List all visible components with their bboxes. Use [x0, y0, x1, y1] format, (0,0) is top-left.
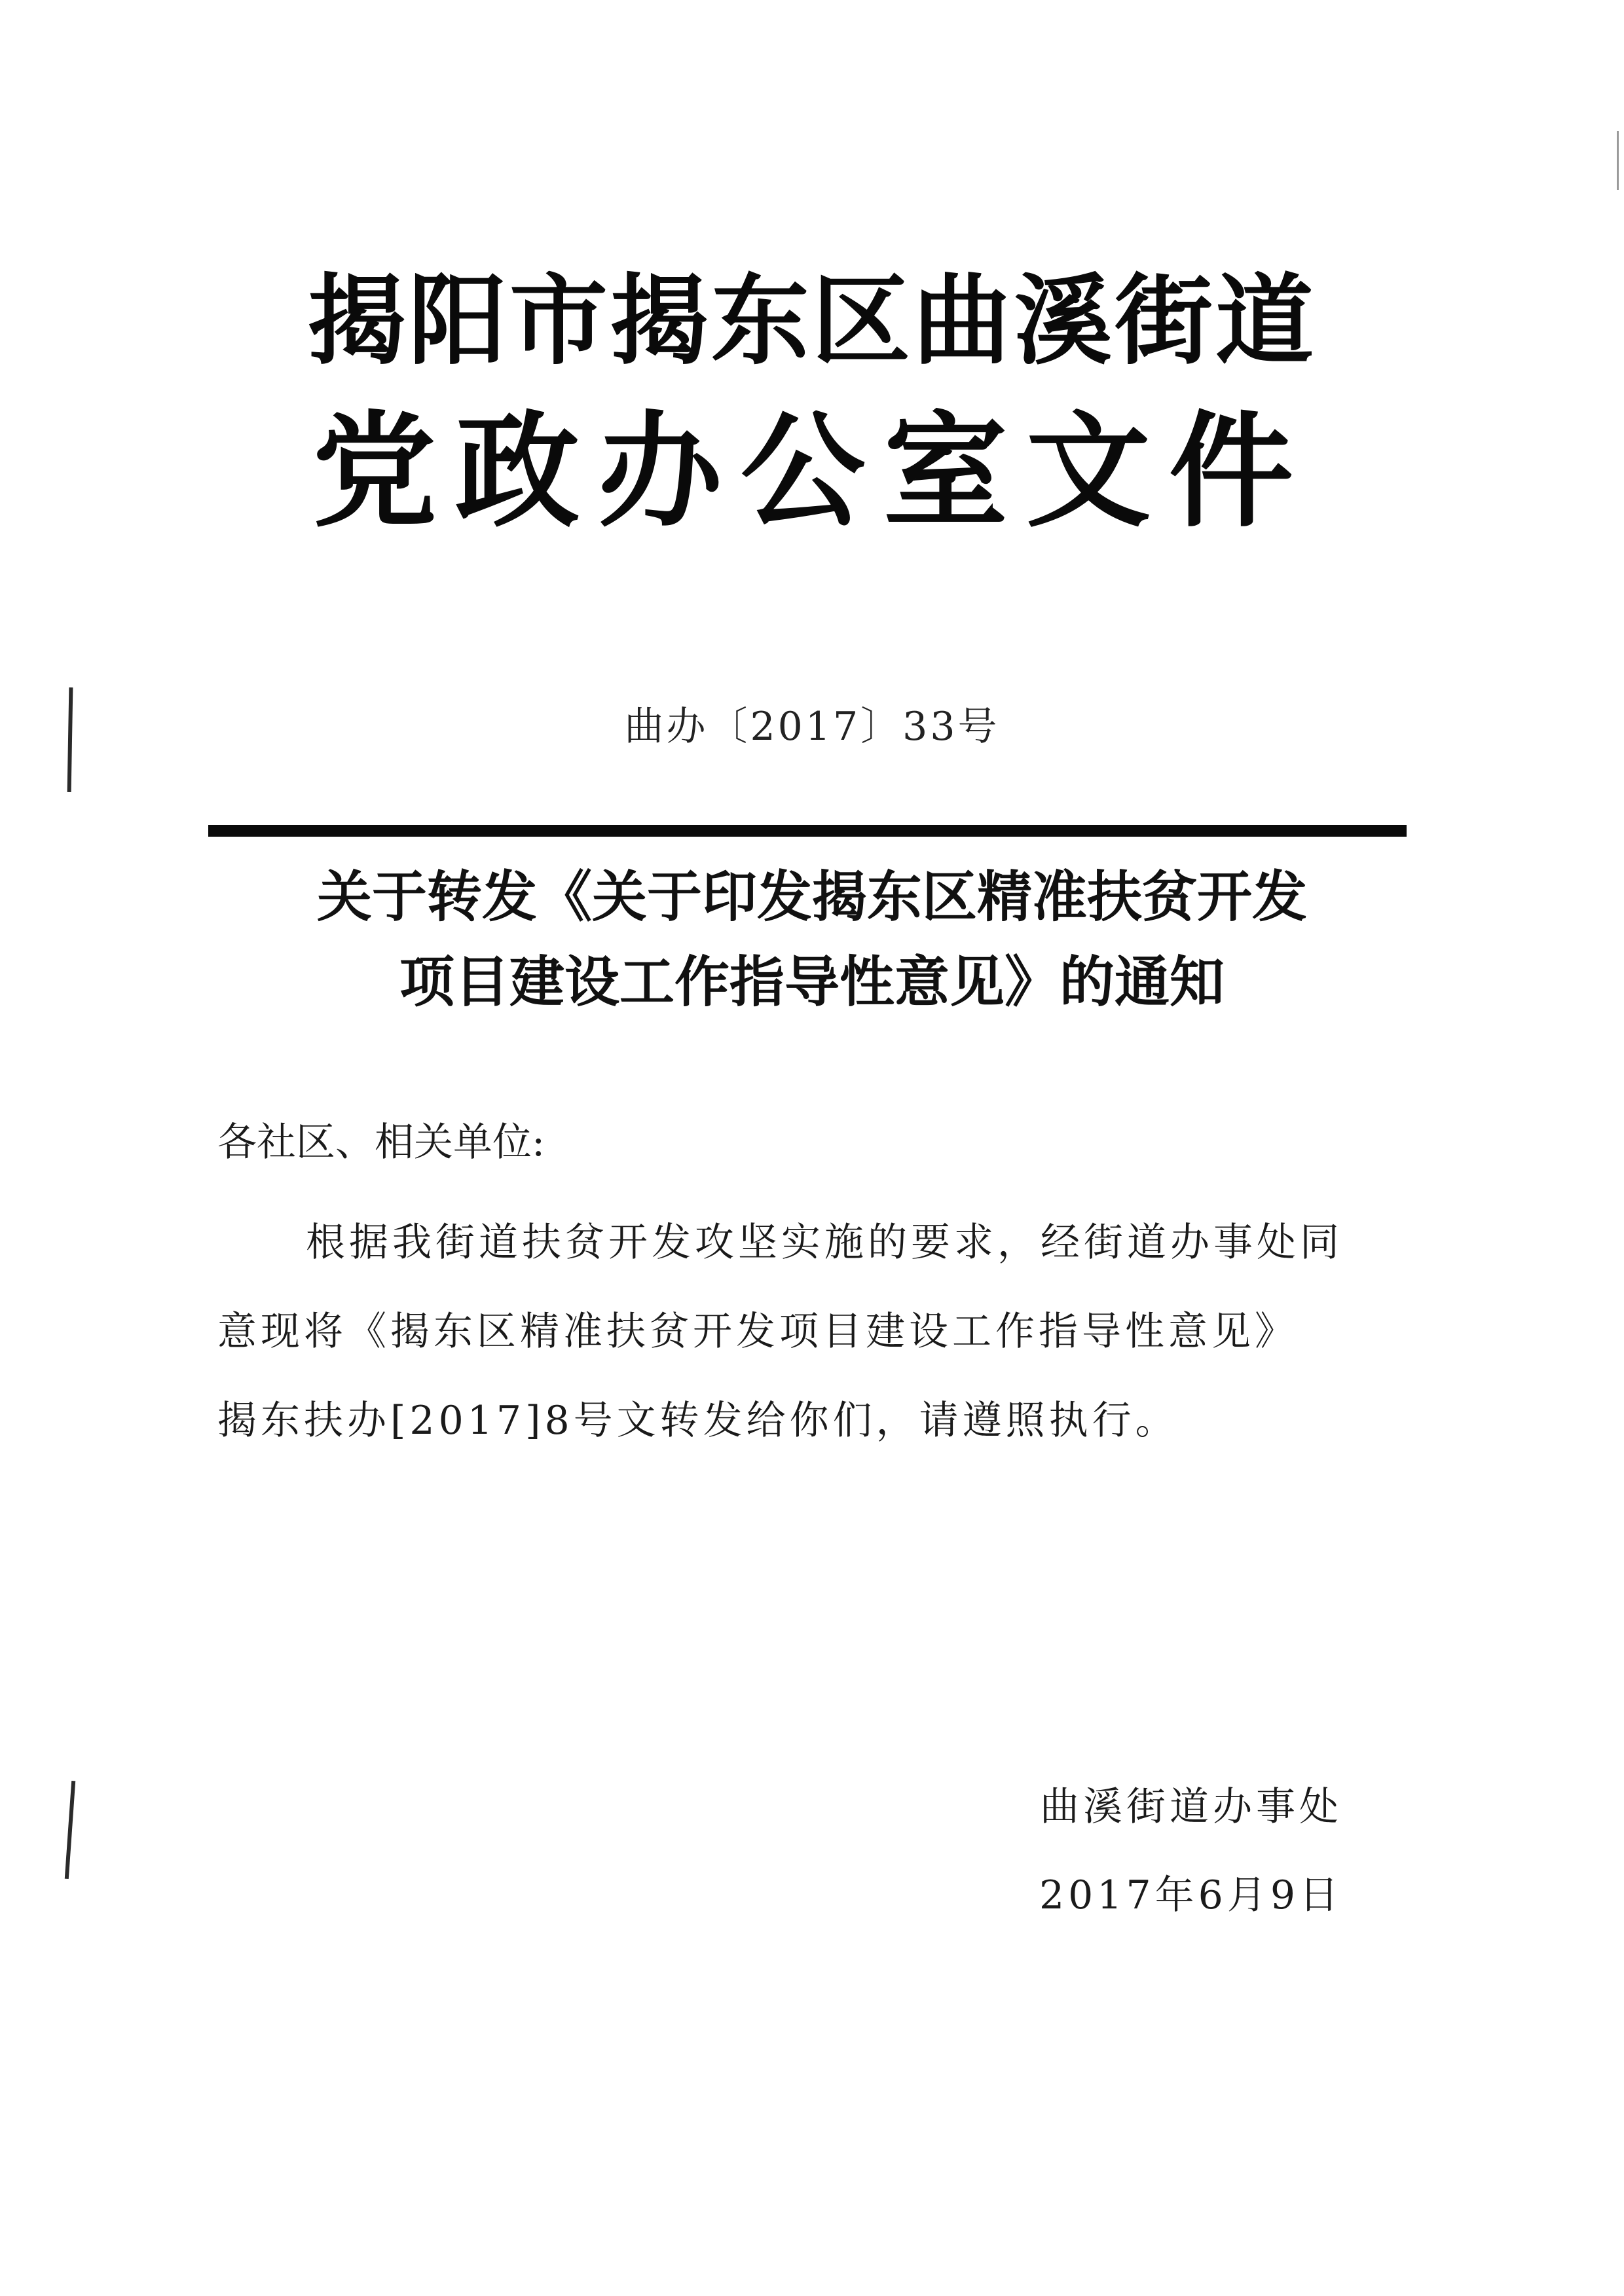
body-paragraph [217, 1198, 1370, 1465]
document-title [0, 854, 1624, 1025]
body-paragraph-line-2: 意现将《揭东区精准扶贫开发项目建设工作指导性意见》 [217, 1309, 1298, 1355]
header-separator-rule [208, 825, 1407, 837]
issue-date: 2017年6月9日 [1039, 1872, 1342, 1918]
scan-edge-mark [1617, 131, 1619, 190]
body-paragraph-line-3: 揭东扶办[2017]8号文转发给你们，请遵照执行。 [217, 1398, 1179, 1444]
document-number: 曲办〔2017〕33号 [624, 704, 1000, 750]
body-paragraph-line-1: 根据我街道扶贫开发攻坚实施的要求，经街道办事处同 [306, 1220, 1343, 1266]
document-title-line-1: 关于转发《关于印发揭东区精准扶贫开发 [316, 865, 1307, 929]
document-type-heading: 党政办公室文件 [312, 398, 1312, 544]
document-title-line-2: 项目建设工作指导性意见》的通知 [399, 950, 1225, 1014]
binding-mark-bottom [65, 1781, 75, 1879]
salutation: 各社区、相关单位: [217, 1120, 545, 1165]
issuing-organization: 揭阳市揭东区曲溪街道 [307, 263, 1316, 378]
issuer-signature: 曲溪街道办事处 [1040, 1784, 1342, 1830]
